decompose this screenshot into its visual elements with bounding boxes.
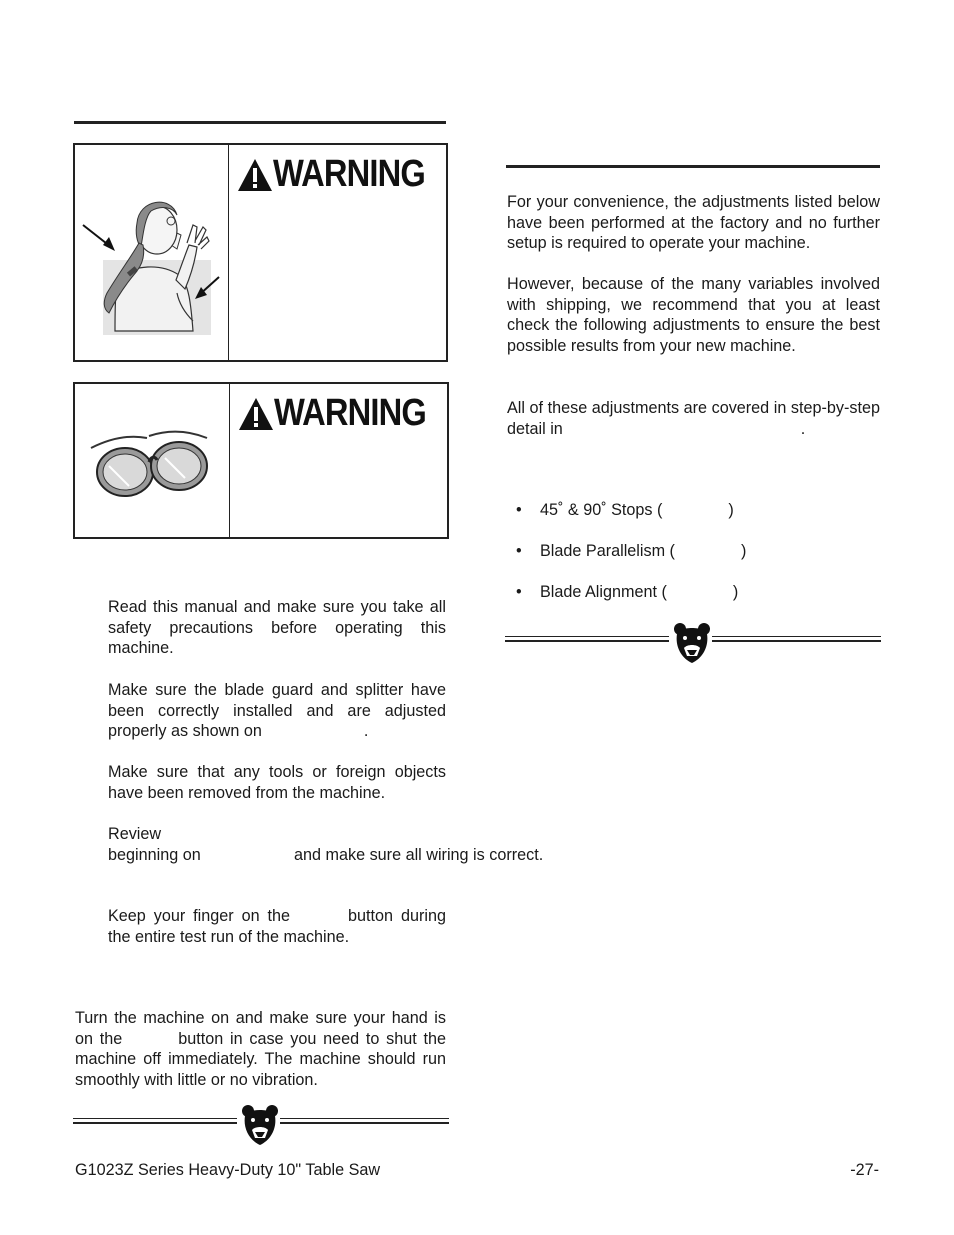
test-run-text-b: button in case you need to shut the machine off immediately. The machine should run smoothly with little or no vibration. [75,1029,446,1089]
test-run-text-a: Turn the machine on and make sure your hand is on the [75,1009,446,1048]
adjustments-para-3-text: All of these adjustments are covered in step-by-step detail in [507,399,880,438]
checklist-item-5 [108,906,446,947]
warning-triangle-icon [237,158,273,192]
section-end-divider-right [505,622,881,666]
checklist-item-3: Make sure that any tools or foreign objects have been removed from the machine. [108,763,446,802]
adjustments-para-1: For your convenience, the adjustments listed below have been performed at the factory and no further setup is required to operate your machine. [507,193,880,253]
warning-box-glasses [73,382,449,539]
checklist-item-5-text: Keep your finger on the [108,907,291,925]
checklist-item-5-end: button during the entire test run of the machine. [108,907,446,946]
checklist-item-2-text: Make sure the blade guard and splitter have been correctly installed and are adjusted properly as shown on [108,681,446,741]
warning-heading [238,392,451,435]
checklist-item-4-line2b: and make sure all wiring is correct. [294,845,544,864]
warning-label: WARNING [274,392,426,434]
adjustment-bullet-text: Blade Alignment ( [540,583,667,601]
warning-triangle-icon [238,397,274,431]
section-rule-left [74,121,446,124]
safety-glasses-illustration [87,426,213,504]
checklist-item-4-line1: Review [108,825,162,843]
warning-heading [237,153,450,196]
page-number: -27- [850,1161,879,1179]
checklist-item-4-line2a: beginning on [108,845,201,864]
adjustment-bullet-text: 45˚ & 90˚ Stops ( [540,501,663,519]
footer-title: G1023Z Series Heavy-Duty 10" Table Saw [75,1161,381,1179]
adjustment-bullet: • Blade Parallelism ( ) [516,542,747,560]
bear-logo-icon [673,622,711,664]
adjustments-para-3 [507,398,880,439]
adjustment-bullet: • 45˚ & 90˚ Stops ( ) [516,501,734,519]
checklist-item-2 [108,680,446,742]
adjustments-para-3-end: . [800,419,806,438]
checklist-item-1: Read this manual and make sure you take all safety precautions before operating this machine. [108,598,446,658]
long-hair-sleeves-illustration [81,185,221,335]
section-rule-right [506,165,880,168]
adjustments-para-2: However, because of the many variables involved with shipping, we recommend that you at least check the following adjustments to ensure the best possible results from your new machine. [507,275,880,355]
section-end-divider-left [73,1104,449,1148]
bear-logo-icon [241,1104,279,1146]
test-run-paragraph [75,1008,446,1090]
adjustment-bullet: • Blade Alignment ( ) [516,583,739,601]
checklist-item-2-end: . [363,722,369,741]
warning-box-hair [73,143,448,362]
adjustment-bullet-text: Blade Parallelism ( [540,542,675,560]
checklist-item-4 [108,824,544,865]
warning-label: WARNING [273,153,425,195]
